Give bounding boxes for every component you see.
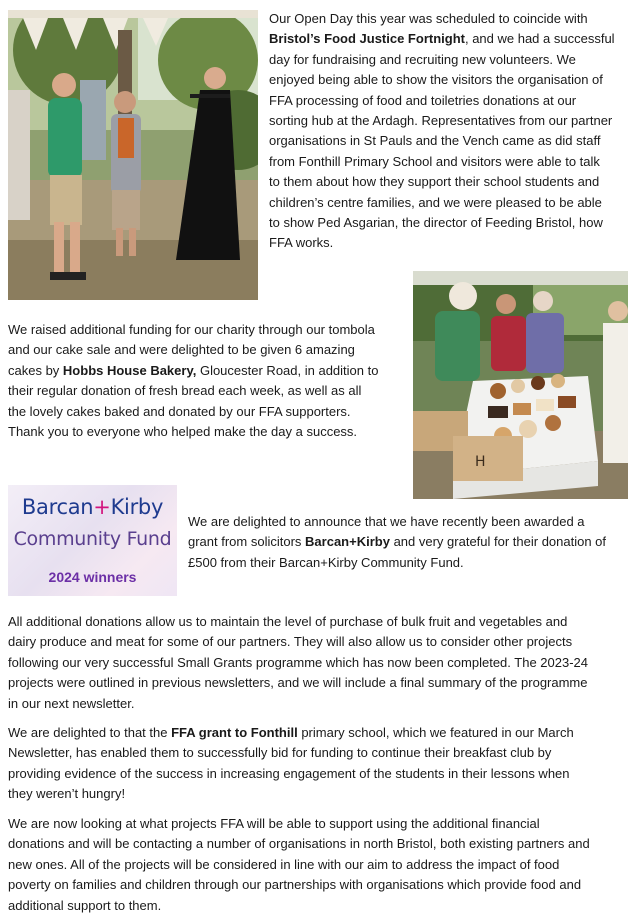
intro-line: , and we had a successful — [464, 31, 615, 47]
donations-line: All additional donations allow us to maintain the level of purchase of bulk fruit and vegetables and — [8, 614, 568, 629]
intro-line: enjoyed being able to show the visitors the organisation of — [269, 72, 603, 88]
donations-line: dairy produce and meat for some of our partners. They will also allow us to consider other projects — [8, 634, 573, 650]
open-day-photo — [8, 10, 258, 300]
barcan-kirby-bold: Barcan+Kirby — [305, 534, 390, 550]
fonthill-line: providing evidence of the success in increasing engagement of the students in their lessons when — [8, 765, 570, 781]
donations-paragraph — [8, 612, 636, 714]
funding-line: Gloucester Road, in addition to — [196, 362, 379, 378]
fonthill-line: primary school, which we featured in our March — [297, 725, 574, 740]
future-line: new ones. All of the projects will be considered in line with our aim to address the impact of food — [8, 856, 560, 872]
barcan-kirby-logo — [8, 485, 177, 596]
open-day-paragraph — [269, 9, 637, 254]
grant-line: We are delighted to announce that we have recently been awarded a — [188, 514, 585, 529]
cake-sale-photo — [413, 271, 628, 499]
funding-paragraph — [8, 320, 408, 442]
funding-line: and our cake sale and were delighted to be given 6 amazing — [8, 342, 355, 358]
ffa-grant-fonthill-bold: FFA grant to Fonthill — [171, 725, 298, 740]
future-line: additional support to them. — [8, 897, 162, 913]
fonthill-paragraph — [8, 723, 636, 805]
intro-line: from Fonthill Primary School and visitors were able to talk — [269, 153, 600, 169]
grant-line: £500 from their Barcan+Kirby Community Fund. — [188, 554, 464, 570]
fonthill-line: they weren’t hungry! — [8, 786, 126, 802]
donations-line: projects were outlined in previous newsletters, and we will include a final summary of the programme — [8, 675, 588, 691]
logo-winners: 2024 winners — [48, 569, 137, 585]
fonthill-line: Newsletter, has enabled them to successfully bid for funding to continue their breakfast club by — [8, 745, 552, 761]
intro-line: Our Open Day this year was scheduled to coincide with — [269, 11, 588, 26]
donations-line: following our very successful Small Grants programme which has now been completed. The 2023-24 — [8, 654, 588, 670]
food-justice-fortnight-bold: Bristol’s Food Justice Fortnight — [269, 31, 465, 47]
grant-paragraph — [188, 512, 636, 573]
grant-line: and very grateful for their donation of — [389, 534, 607, 550]
funding-line: their regular donation of fresh bread each week, as well as all — [8, 383, 362, 399]
logo-plus: + — [93, 495, 111, 519]
intro-line: sorting hub at the Ardagh. Representatives from our partner — [269, 113, 613, 129]
funding-line: We raised additional funding for our charity through our tombola — [8, 322, 375, 337]
svg-text:H: H — [475, 454, 486, 470]
future-line: poverty on families and children through our partnerships with organisations which provide food and — [8, 877, 582, 893]
future-projects-paragraph — [8, 814, 636, 916]
funding-line: cakes by — [8, 362, 63, 378]
logo-name-left: Barcan — [21, 495, 94, 519]
intro-line: day for fundraising and recruiting new volunteers. We — [269, 51, 576, 67]
funding-line: the lovely cakes baked and donated by our FFA supporters. — [8, 403, 351, 419]
logo-name-right: Kirby — [110, 495, 164, 519]
future-line: We are now looking at what projects FFA will be able to support using the additional financial — [8, 816, 540, 831]
intro-line: FFA processing of food and toiletries donations at our — [269, 92, 577, 108]
logo-brand-name — [8, 495, 177, 519]
logo-subtitle: Community Fund — [13, 528, 172, 550]
intro-line: children’s centre families, and we were pleased to be able — [269, 194, 602, 210]
intro-line: FFA works. — [269, 235, 334, 251]
intro-line: organisations in St Pauls and the Vench came as did staff — [269, 133, 601, 149]
hobbs-house-bakery-bold: Hobbs House Bakery, — [62, 362, 197, 378]
fonthill-line: We are delighted to that the — [8, 725, 172, 740]
intro-line: to them about how they support their school students and — [269, 174, 600, 190]
future-line: donations and will be contacting a number of organisations in north Bristol, both existing partners and — [8, 836, 590, 852]
grant-line: grant from solicitors — [188, 534, 306, 550]
intro-line: to show Ped Asgarian, the director of Feeding Bristol, how — [269, 215, 603, 231]
funding-line: Thank you to everyone who helped make the day a success. — [8, 424, 358, 440]
donations-line: in our next newsletter. — [8, 695, 135, 711]
